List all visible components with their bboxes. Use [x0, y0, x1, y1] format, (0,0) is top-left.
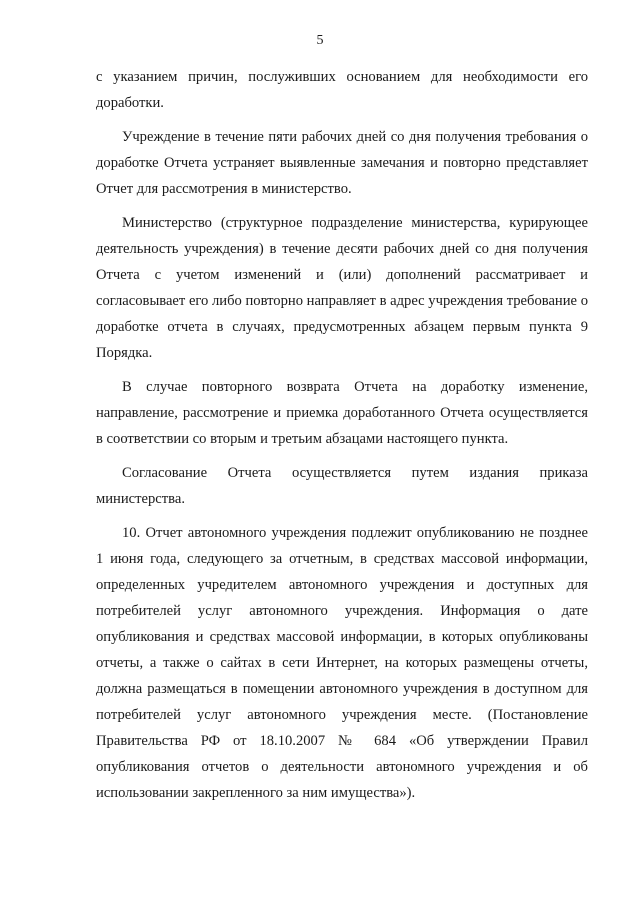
paragraph-item-10-publication: 10. Отчет автономного учреждения подлежит опубликованию не позднее 1 июня года, следующего за отчетным, в средствах массовой информации, определенных учредителем автономного учреждения и доступных для потребителей услуг автономного учреждения. Информация о дате опубликования и средствах массовой информации, в которых опубликованы отчеты, а также о сайтах в сети Интернет, на которых размещены отчеты, должна размещаться в помещении автономного учреждения в доступном для потребителей услуг автономного учреждения месте. (Постановление Правительства РФ от 18.10.2007 № 684 «Об утверждении Правил опубликования отчетов о деятельности автономного учреждения и об использовании закрепленного за ним имущества»). [96, 525, 588, 801]
paragraph-resubmission: Учреждение в течение пяти рабочих дней со дня получения требования о доработке Отчета устраняет выявленные замечания и повторно представляет Отчет для рассмотрения в министерство. [96, 129, 588, 197]
page-number: 5 [316, 33, 324, 48]
paragraph-approval: Согласование Отчета осуществляется путем издания приказа министерства. [96, 465, 588, 507]
paragraph-ministry-review: Министерство (структурное подразделение министерства, курирующее деятельность учреждения) в течение десяти рабочих дней со дня получения Отчета с учетом изменений и (или) дополнений рассматривает и согласовывает его либо повторно направляет в адрес учреждения требование о доработке отчета в случаях, предусмотренных абзацем первым пункта 9 Порядка. [96, 215, 588, 361]
paragraph-continuation: с указанием причин, послуживших основанием для необходимости его доработки. [96, 69, 588, 111]
document-body [96, 64, 588, 814]
paragraph-repeat-return: В случае повторного возврата Отчета на доработку изменение, направление, рассмотрение и приемка доработанного Отчета осуществляется в соответствии со вторым и третьим абзацами настоящего пункта. [96, 379, 588, 447]
